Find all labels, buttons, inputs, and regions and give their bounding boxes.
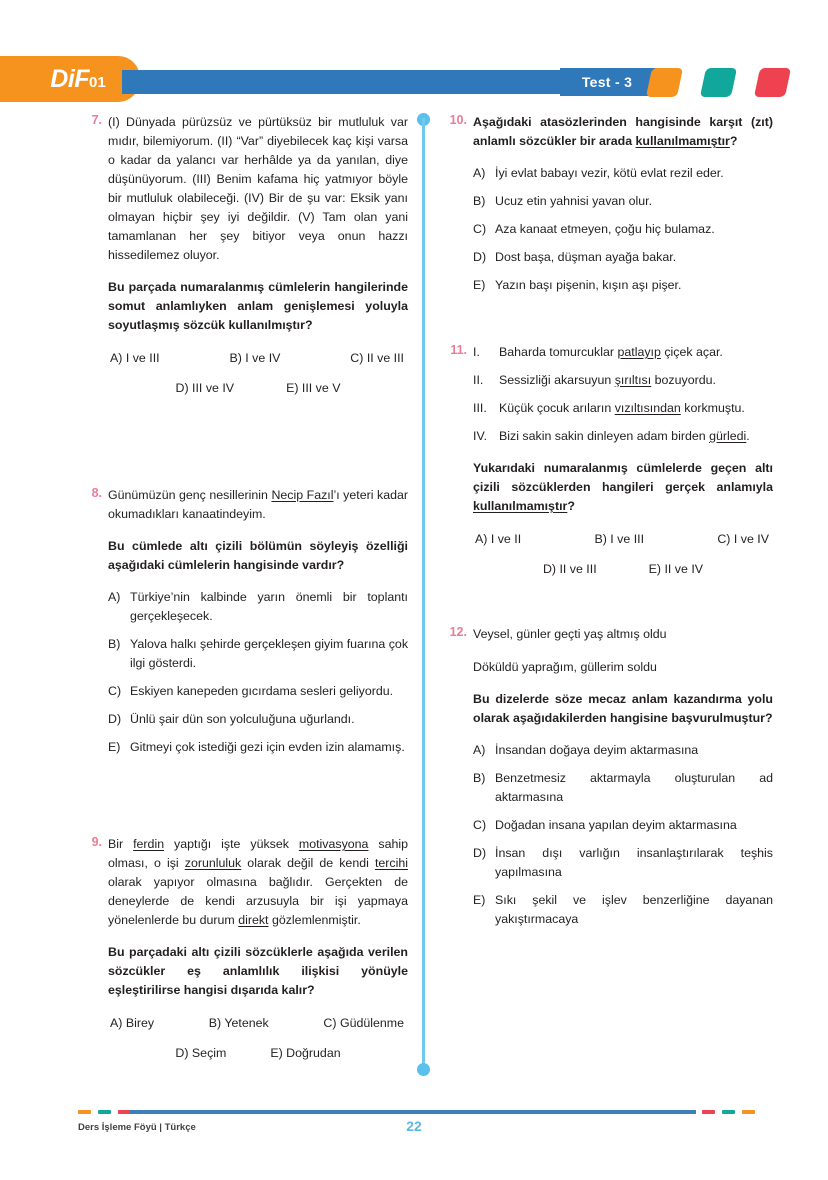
question-11-option-d[interactable]: D) II ve III — [542, 562, 597, 576]
decoration-orange-icon — [646, 68, 683, 97]
question-9 — [78, 835, 408, 1063]
question-12-option-e[interactable] — [473, 891, 773, 929]
option-letter: C) — [473, 818, 487, 832]
question-7-options — [108, 349, 408, 398]
question-12-option-a[interactable] — [473, 741, 773, 760]
question-9-option-b[interactable]: B) Yetenek — [208, 1016, 269, 1030]
right-column — [443, 113, 773, 938]
brand-logo-text: DiF01 — [50, 64, 106, 93]
item-text: Sessizliği akarsuyun şırıltısı bozuyordu. — [499, 373, 716, 387]
question-12-option-d[interactable] — [473, 844, 773, 882]
question-10-stem: Aşağıdaki atasözlerinden hangisinde karşıt (zıt) anlamlı sözcükler bir arada kullanılmamıştır? — [473, 115, 773, 148]
brand-logo-number: 01 — [89, 73, 106, 91]
footer-dash-orange-left-icon — [78, 1110, 91, 1114]
question-9-underlined-1: ferdin — [133, 837, 165, 851]
question-7-option-d[interactable]: D) III ve IV — [175, 381, 235, 395]
question-9-underlined-2: motivasyona — [298, 837, 369, 851]
question-11-number: 11. — [450, 343, 467, 357]
question-7-option-a[interactable]: A) I ve III — [110, 351, 160, 365]
question-11 — [443, 343, 773, 579]
question-11-options — [473, 530, 773, 579]
question-12 — [443, 625, 773, 929]
question-10-number: 10. — [449, 113, 467, 127]
question-8-number: 8. — [91, 486, 102, 500]
brand-logo-tab — [0, 56, 140, 102]
option-text: Türkiye’nin kalbinde yarın önemli bir toplantı gerçekleşecek. — [130, 590, 408, 623]
option-letter: D) — [473, 250, 487, 264]
question-8-underlined-phrase: Necip Fazıl — [271, 488, 334, 502]
footer-rule — [130, 1110, 696, 1114]
column-divider — [422, 118, 425, 1072]
question-10-option-b[interactable] — [473, 192, 773, 211]
option-letter: A) — [473, 166, 486, 180]
question-7 — [78, 113, 408, 398]
question-10-option-a[interactable] — [473, 164, 773, 183]
divider-dot-bottom-icon — [417, 1063, 430, 1076]
option-letter: A) — [108, 590, 121, 604]
option-text: Sıkı şekil ve işlev benzerliğine dayanan yakıştırmacaya — [495, 893, 773, 926]
page-number: 22 — [406, 1118, 422, 1134]
item-underlined-word: vızıltısından — [614, 401, 681, 415]
question-8-option-d[interactable] — [108, 710, 408, 729]
question-12-options — [473, 741, 773, 929]
question-7-option-c[interactable]: C) II ve III — [350, 351, 404, 365]
decoration-teal-icon — [700, 68, 737, 97]
option-letter: E) — [473, 278, 486, 292]
footer-dash-red-right-icon — [702, 1110, 715, 1114]
option-text: İnsan dışı varlığın insanlaştırılarak teşhis yapılmasına — [495, 846, 773, 879]
question-9-option-a[interactable]: A) Birey — [110, 1016, 155, 1030]
question-9-options — [108, 1014, 408, 1063]
option-text: Gitmeyi çok istediği gezi için evden izin alamamış. — [130, 740, 405, 754]
option-letter: C) — [108, 684, 122, 698]
question-9-underlined-4: tercihi — [374, 856, 408, 870]
question-11-item-1 — [473, 343, 773, 362]
option-letter: B) — [473, 771, 486, 785]
question-8-options — [108, 588, 408, 757]
question-9-option-d[interactable]: D) Seçim — [175, 1046, 227, 1060]
question-9-passage: Bir ferdin yaptığı işte yüksek motivasyona sahip olması, o işi zorunluluk olarak değil de kendi tercihi olarak yapıyor olmasına bağlıdır. Gerçekten de deneylerde de kendi arzusuyla bir işi yapmaya yönelenlerde bu durum direkt gözlemlenmiştir. — [108, 837, 408, 927]
question-11-stem-underlined: kullanılmamıştır — [473, 499, 568, 513]
question-11-option-a[interactable]: A) I ve II — [475, 532, 522, 546]
left-column — [78, 113, 408, 1063]
footer-dash-orange-right-icon — [742, 1110, 755, 1114]
footer-label: Ders İşleme Föyü | Türkçe — [78, 1122, 196, 1133]
option-text: Benzetmesiz aktarmayla oluşturulan ad aktarmasına — [495, 771, 773, 804]
option-text: Yalova halkı şehirde gerçekleşen giyim fuarına çok ilgi gösterdi. — [130, 637, 409, 670]
question-10-options — [473, 164, 773, 295]
question-10-option-e[interactable] — [473, 276, 773, 295]
option-text: Doğadan insana yapılan deyim aktarmasına — [495, 818, 737, 832]
option-letter: B) — [108, 637, 121, 651]
option-text: Aza kanaat etmeyen, çoğu hiç bulamaz. — [495, 222, 715, 236]
question-9-stem: Bu parçadaki altı çizili sözcüklerle aşağıda verilen sözcükler eş anlamlılık ilişkisi yönüyle eşleştirilirse hangisi dışarıda kalır? — [108, 945, 408, 997]
question-8-passage: Günümüzün genç nesillerinin Necip Fazıl’ı yeteri kadar okumadıkları kanaatindeyim. — [108, 488, 408, 521]
question-7-option-e[interactable]: E) III ve V — [286, 381, 341, 395]
option-letter: D) — [108, 712, 122, 726]
item-underlined-word: şırıltısı — [614, 373, 652, 387]
item-label: I. — [473, 345, 480, 359]
option-text: Ünlü şair dün son yolculuğuna uğurlandı. — [130, 712, 355, 726]
option-text: Dost başa, düşman ayağa bakar. — [495, 250, 677, 264]
question-11-option-b[interactable]: B) I ve III — [594, 532, 645, 546]
question-7-number: 7. — [91, 113, 102, 127]
question-12-stem: Bu dizelerde söze mecaz anlam kazandırma yolu olarak aşağıdakilerden hangisine başvurulmuştur? — [473, 692, 773, 725]
option-text: İyi evlat babayı vezir, kötü evlat rezil eder. — [495, 166, 724, 180]
question-9-number: 9. — [91, 835, 102, 849]
option-letter: B) — [473, 194, 486, 208]
decoration-red-icon — [754, 68, 791, 97]
question-11-stem: Yukarıdaki numaralanmış cümlelerde geçen altı çizili sözcüklerden hangileri gerçek anlamıyla kullanılmamıştır? — [473, 461, 773, 513]
option-letter: E) — [108, 740, 121, 754]
question-11-item-list — [473, 343, 773, 446]
option-letter: D) — [473, 846, 487, 860]
question-9-underlined-3: zorunluluk — [184, 856, 242, 870]
question-8 — [78, 486, 408, 757]
question-7-passage: (I) Dünyada pürüzsüz ve pürtüksüz bir mutluluk var mıdır, bilemiyorum. (II) “Var” diyebilecek kaç kişi varsa o kadar da yalancı var herhâlde ya da yanılan, diye düşünüyorum. (III) Benim kafama hiç yatmıyor böyle bir mutluluk olabileceği. (IV) Bir de şu var: Eksik yanı olmayan hiçbir şey iyi değildir. (V) Tam olan yani tamamlanan her şey bitiyor veya onun hazzı hissedilemez oluyor. — [108, 115, 408, 262]
footer-dash-teal-left-icon — [98, 1110, 111, 1114]
option-text: Yazın başı pişenin, kışın aşı pişer. — [495, 278, 682, 292]
question-9-option-c[interactable]: C) Güdülenme — [323, 1016, 404, 1030]
question-10-stem-underlined: kullanılmamıştır — [635, 134, 730, 148]
option-letter: E) — [473, 893, 486, 907]
question-10-option-d[interactable] — [473, 248, 773, 267]
question-10-option-c[interactable] — [473, 220, 773, 239]
question-8-option-e[interactable] — [108, 738, 408, 757]
footer-dash-teal-right-icon — [722, 1110, 735, 1114]
item-underlined-word: gürledi — [709, 429, 747, 443]
question-12-verse-line-1: Veysel, günler geçti yaş altmış oldu — [473, 627, 667, 641]
question-11-item-4 — [473, 427, 773, 446]
option-text: Eskiyen kanepeden gıcırdama sesleri geliyordu. — [130, 684, 394, 698]
option-letter: A) — [473, 743, 486, 757]
option-text: Ucuz etin yahnisi yavan olur. — [495, 194, 653, 208]
item-text: Küçük çocuk arıların vızıltısından korkmuştu. — [499, 401, 745, 415]
test-badge-label: Test - 3 — [581, 74, 633, 90]
question-12-number: 12. — [449, 625, 467, 639]
option-letter: C) — [473, 222, 487, 236]
question-11-option-e[interactable]: E) II ve IV — [648, 562, 704, 576]
item-label: II. — [473, 373, 484, 387]
item-label: III. — [473, 401, 487, 415]
question-11-option-c[interactable]: C) I ve IV — [717, 532, 769, 546]
question-8-option-a[interactable] — [108, 588, 408, 626]
question-12-option-c[interactable] — [473, 816, 773, 835]
question-9-underlined-5: direkt — [238, 913, 269, 927]
item-underlined-word: patlayıp — [617, 345, 661, 359]
question-8-option-b[interactable] — [108, 635, 408, 673]
item-text: Bizi sakin sakin dinleyen adam birden gürledi. — [499, 429, 750, 443]
question-9-option-e[interactable]: E) Doğrudan — [270, 1046, 341, 1060]
item-label: IV. — [473, 429, 488, 443]
question-11-item-2 — [473, 371, 773, 390]
question-12-verse-line-2: Döküldü yaprağım, güllerim soldu — [473, 660, 657, 674]
page-header — [0, 56, 828, 102]
question-10 — [443, 113, 773, 295]
item-text: Baharda tomurcuklar patlayıp çiçek açar. — [499, 345, 723, 359]
question-12-option-b[interactable] — [473, 769, 773, 807]
option-text: İnsandan doğaya deyim aktarmasına — [495, 743, 699, 757]
question-11-item-3 — [473, 399, 773, 418]
question-8-option-c[interactable] — [108, 682, 408, 701]
question-7-stem: Bu parçada numaralanmış cümlelerin hangilerinde somut anlamlıyken anlam genişlemesi yoluyla soyutlaşmış sözcük kullanılmıştır? — [108, 280, 408, 332]
question-8-stem: Bu cümlede altı çizili bölümün söyleyiş özelliği aşağıdaki cümlelerin hangisinde vardır? — [108, 539, 408, 572]
question-7-option-b[interactable]: B) I ve IV — [229, 351, 281, 365]
